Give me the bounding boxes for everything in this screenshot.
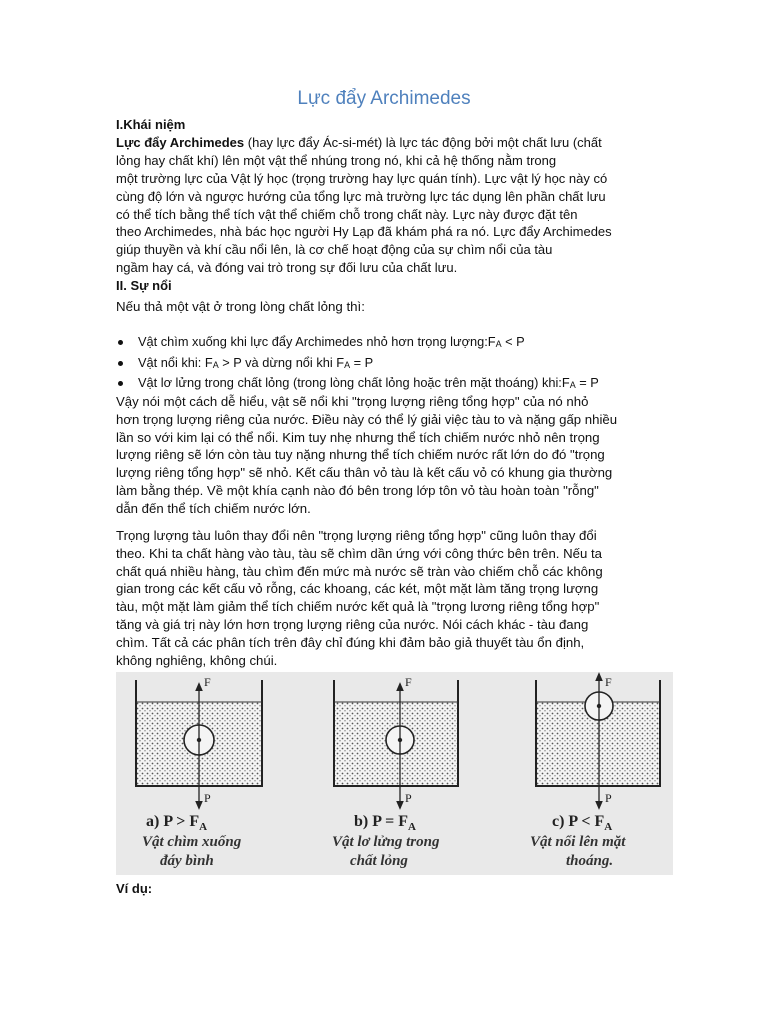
list-item: Vật nổi khi: $F_A > P$ và dừng nổi khi $F_A = P$ <box>116 354 676 375</box>
section-heading-floating: II. Sự nổi <box>116 278 172 294</box>
panel-caption-b-1: Vật lơ lửng trong <box>332 834 440 850</box>
concept-line: lỏng hay chất khí) lên một vật thể nhúng trong nó, khi cả hệ thống nằm trong <box>116 152 557 168</box>
concept-line: giúp thuyền và khí cầu nổi lên, là cơ chế hoạt động của sự chìm nổi của tàu <box>116 242 553 258</box>
panel-label-a: a) $P > F_A$ <box>146 813 208 833</box>
explanation-paragraph: Vậy nói một cách dễ hiểu, vật sẽ nổi khi "trọng lượng riêng tổng hợp" của nó nhỏ hơn trọng lượng riêng của nước. Điều này có thể lý giải việc tàu to và nặng gấp nhiều lần so với kim lại có thể nổi. Kim tuy nhẹ nhưng thể tích chiếm nước nhỏ nên trọng lượng riêng sẽ lớn còn tàu tuy nặng nhưng thể tích chiếm nước rất lớn do đó "trọng lượng riêng tổng hợp" sẽ nhỏ. Kết cấu thân vỏ tàu là kết cấu vỏ có khung gia thường làm bằng thép. Về một khía cạnh nào đó bên trong lớp tôn vỏ tàu hoàn toàn "rỗng" dẫn đến thể tích chiếm nước lớn. <box>116 394 618 516</box>
list-item: Vật lơ lửng trong chất lỏng (trong lòng chất lỏng hoặc trên mặt thoáng) $khi:F_A = P$ <box>116 374 676 395</box>
concept-line: (hay lực đẩy Ác-si-mét) là lực tác động bởi một chất lưu (chất <box>244 134 602 150</box>
concept-paragraph <box>116 134 656 277</box>
panel-caption-a-2: đáy bình <box>160 853 214 869</box>
concept-line: có thể tích bằng thể tích vật thể chiếm chỗ trong chất này. Lực này được đặt tên <box>116 206 578 222</box>
concept-line: cùng độ lớn và ngược hướng của tổng lực mà trường lực tác dụng lên phần chất lưu <box>116 188 606 204</box>
section-concept <box>116 116 656 295</box>
list-item: Vật chìm xuống khi lực đẩy Archimedes nhỏ hơn trọng $lượng:F_A < P$ <box>116 333 676 354</box>
page-title: Lực đẩy Archimedes <box>297 88 471 109</box>
panel-caption-b-2: chất lỏng <box>350 853 408 869</box>
floating-intro: Nếu thả một vật ở trong lòng chất lỏng thì: <box>116 299 365 314</box>
concept-line: theo Archimedes, nhà bác học người Hy Lạp đã khám phá ra nó. Lực đẩy Archimedes <box>116 224 612 240</box>
panel-caption-a-1: Vật chìm xuống <box>142 834 242 850</box>
concept-line: một trường lực của Vật lý học (trọng trường hay lực quán tính). Lực vật lý học này có <box>116 170 608 186</box>
force-label-f: F <box>405 675 412 689</box>
force-label-p: P <box>605 791 612 805</box>
ship-weight-paragraph: Trọng lượng tàu luôn thay đổi nên "trọng lượng riêng tổng hợp" cũng luôn thay đổi theo. Khi ta chất hàng vào tàu, tàu sẽ chìm dần ứng với công thức bên trên. Nếu ta chất quá nhiều hàng, tàu chìm đến mức mà nước sẽ tràn vào chiếm chỗ các không gian trong các kết cấu vỏ rỗng, các khoang, các két, một mặt làm tăng trọng lượng tàu, một mặt làm giảm thể tích chiếm nước kết quả là "trọng lương riêng tổng hợp" tăng và giá trị này lớn hơn trọng lượng riêng của nước. Nói cách khác - tàu đang chìm. Tất cả các phân tích trên đây chỉ đúng khi đảm bảo giả thuyết tàu ổn định, không nghiêng, không chúi. <box>116 528 603 668</box>
example-heading: Ví dụ: <box>116 881 153 896</box>
term-archimedes: Lực đẩy Archimedes <box>116 134 245 150</box>
buoyancy-figure <box>116 672 673 875</box>
force-label-f: F <box>605 675 612 689</box>
panel-label-c: c) $P < F_A$ <box>552 813 613 833</box>
concept-line: ngầm hay cá, và đóng vai trò trong sự đối lưu của chất lưu. <box>116 260 458 276</box>
beaker-c <box>530 675 660 869</box>
beaker-b <box>332 675 458 869</box>
panel-caption-c-1: Vật nổi lên mặt <box>530 834 626 850</box>
beaker-a <box>136 675 262 869</box>
panel-label-b: b) $P = F_A$ <box>354 813 416 833</box>
force-label-p: P <box>204 791 211 805</box>
panel-caption-c-2: thoáng. <box>566 853 614 869</box>
force-label-p: P <box>405 791 412 805</box>
section-heading-concept: I.Khái niệm <box>116 117 186 132</box>
floating-conditions-list <box>116 333 676 395</box>
force-label-f: F <box>204 675 211 689</box>
